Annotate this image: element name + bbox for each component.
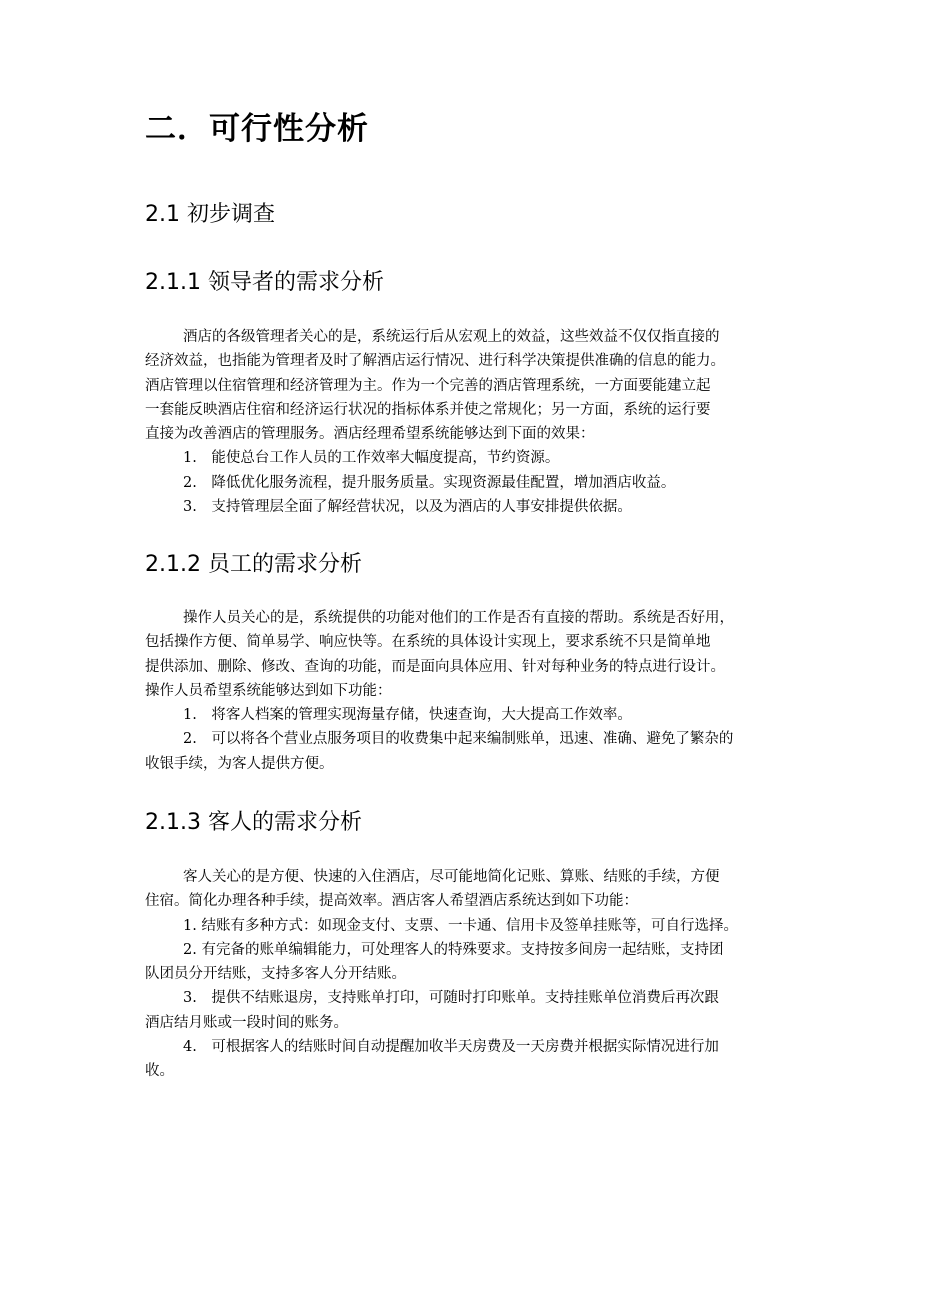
section-heading-2-1-2: 2.1.2 员工的需求分析	[145, 552, 362, 577]
paragraph-line: 提供添加、删除、修改、查询的功能，而是面向具体应用、针对每种业务的特点进行设计。	[145, 658, 725, 675]
list-item: 2. 可以将各个营业点服务项目的收费集中起来编制账单，迅速、准确、避免了繁杂的	[183, 731, 734, 748]
list-item: 1. 将客人档案的管理实现海量存储，快速查询，大大提高工作效率。	[183, 707, 632, 724]
list-item: 3. 支持管理层全面了解经营状况，以及为酒店的人事安排提供依据。	[183, 499, 632, 516]
paragraph-line: 酒店结月账或一段时间的账务。	[145, 1014, 348, 1031]
paragraph-line: 一套能反映酒店住宿和经济运行状况的指标体系并使之常规化；另一方面，系统的运行要	[145, 401, 711, 418]
list-item: 1. 能使总台工作人员的工作效率大幅度提高，节约资源。	[183, 450, 560, 467]
section-heading-2-1: 2.1 初步调查	[145, 202, 275, 227]
guest-requirements-paragraph	[145, 865, 825, 1084]
section-heading-2-1-1: 2.1.1 领导者的需求分析	[145, 270, 384, 295]
paragraph-line: 收银手续，为客人提供方便。	[145, 755, 334, 772]
list-item: 2. 降低优化服务流程，提升服务质量。实现资源最佳配置，增加酒店收益。	[183, 474, 676, 491]
paragraph-line: 酒店管理以住宿管理和经济管理为主。作为一个完善的酒店管理系统，一方面要能建立起	[145, 377, 711, 394]
section-heading-2-1-3: 2.1.3 客人的需求分析	[145, 810, 362, 835]
chapter-title: 二．可行性分析	[145, 111, 369, 147]
paragraph-line: 经济效益，也指能为管理者及时了解酒店运行情况、进行科学决策提供准确的信息的能力。	[145, 353, 725, 370]
paragraph-line: 包括操作方便、简单易学、响应快等。在系统的具体设计实现上，要求系统不只是简单地	[145, 634, 711, 651]
paragraph-line: 酒店的各级管理者关心的是，系统运行后从宏观上的效益，这些效益不仅仅指直接的	[183, 329, 720, 345]
paragraph-line: 队团员分开结账，支持多客人分开结账。	[145, 966, 406, 983]
leader-requirements-paragraph	[145, 325, 825, 519]
paragraph-line: 操作人员关心的是，系统提供的功能对他们的工作是否有直接的帮助。系统是否好用，	[183, 610, 734, 626]
staff-requirements-paragraph	[145, 606, 825, 776]
list-item: 2. 有完备的账单编辑能力，可处理客人的特殊要求。支持按多间房一起结账，支持团	[183, 941, 724, 958]
list-item: 1. 结账有多种方式：如现金支付、支票、一卡通、信用卡及签单挂账等，可自行选择。	[183, 917, 738, 934]
list-item: 3. 提供不结账退房，支持账单打印，可随时打印账单。支持挂账单位消费后再次跟	[183, 990, 719, 1007]
paragraph-line: 住宿。简化办理各种手续，提高效率。酒店客人希望酒店系统达到如下功能：	[145, 893, 638, 910]
paragraph-line: 操作人员希望系统能够达到如下功能：	[145, 682, 392, 699]
paragraph-line: 直接为改善酒店的管理服务。酒店经理希望系统能够达到下面的效果：	[145, 426, 595, 443]
list-item: 4. 可根据客人的结账时间自动提醒加收半天房费及一天房费并根据实际情况进行加	[183, 1039, 719, 1056]
paragraph-line: 收。	[145, 1063, 174, 1080]
paragraph-line: 客人关心的是方便、快速的入住酒店，尽可能地简化记账、算账、结账的手续，方便	[183, 869, 720, 885]
